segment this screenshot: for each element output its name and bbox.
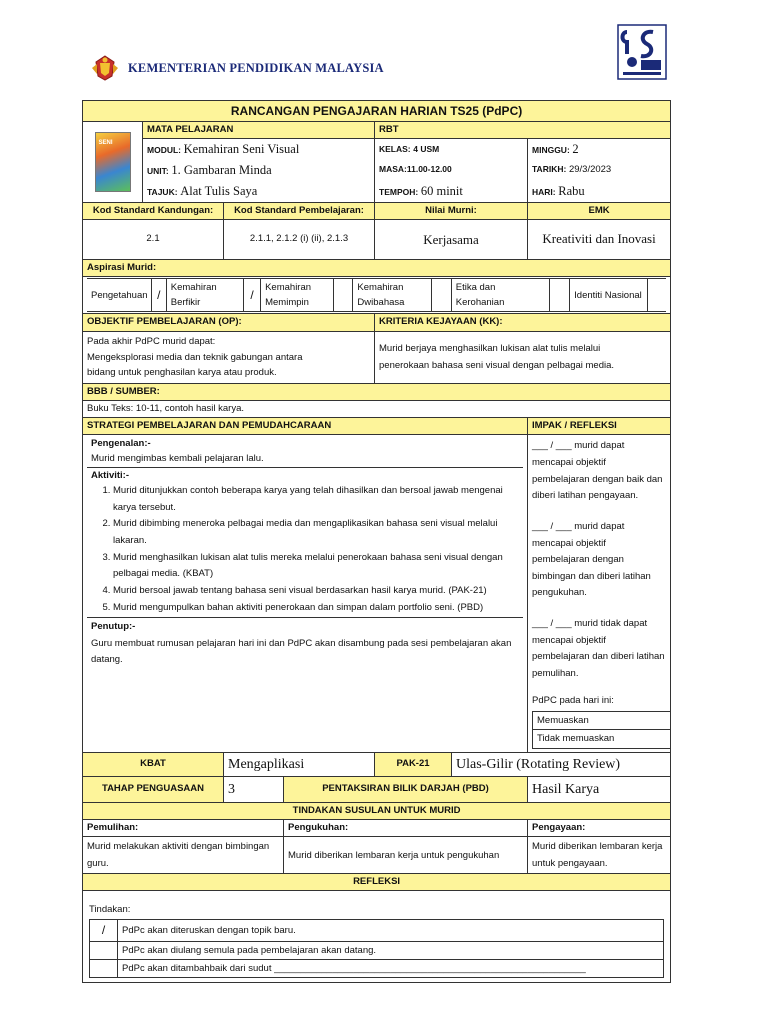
pengukuhan-text: Murid diberikan lembaran kerja untuk pengukuhan bbox=[284, 837, 528, 874]
tahap-value: 3 bbox=[224, 776, 284, 802]
pbd-header: PENTAKSIRAN BILIK DARJAH (PBD) bbox=[284, 776, 528, 802]
op-line: bidang untuk penghasilan karya atau produk. bbox=[87, 366, 277, 378]
tahap-header: TAHAP PENGUASAAN bbox=[83, 776, 224, 802]
aktiviti-item: 1. Murid ditunjukkan contoh beberapa karya yang telah dihasilkan dan bersoal jawab mengenai karya tersebut. bbox=[113, 483, 519, 516]
rbt-header: RBT bbox=[375, 122, 671, 139]
masa-value: 11.00-12.00 bbox=[406, 164, 452, 175]
nilai-header: Nilai Murni: bbox=[375, 202, 528, 219]
pdpc-status-table bbox=[532, 711, 671, 748]
pak-value: Ulas-Gilir (Rotating Review) bbox=[452, 752, 671, 776]
pak-header: PAK-21 bbox=[375, 752, 452, 776]
emk-header: EMK bbox=[528, 202, 671, 219]
unit-label: UNIT: bbox=[147, 166, 169, 176]
aspirasi-table bbox=[87, 278, 666, 312]
aspirasi-etika-mark bbox=[550, 279, 570, 312]
pengayaan-label: Pengayaan: bbox=[528, 819, 671, 836]
ministry-crest-logo bbox=[90, 54, 120, 82]
aspirasi-etika: Etika dan Kerohanian bbox=[451, 279, 549, 312]
minggu-label: MINGGU: bbox=[532, 145, 570, 156]
ministry-name: KEMENTERIAN PENDIDIKAN MALAYSIA bbox=[128, 61, 384, 75]
kbat-header: KBAT bbox=[83, 752, 224, 776]
kk-line: Murid berjaya menghasilkan lukisan alat tulis melalui bbox=[379, 343, 601, 355]
aktiviti-item: 3. Murid menghasilkan lukisan alat tulis mereka melalui penerokaan bahasa seni visual dengan pelbagai media. (KBAT) bbox=[113, 550, 519, 583]
masa-label: MASA: bbox=[379, 164, 407, 175]
tindakan-header: TINDAKAN SUSULAN UNTUK MURID bbox=[83, 802, 671, 819]
aspirasi-memimpin-mark bbox=[334, 279, 353, 312]
kelas-value: 4 USM bbox=[413, 143, 440, 154]
kk-line: penerokaan bahasa seni visual dengan pelbagai media. bbox=[379, 360, 615, 372]
pbd-value: Hasil Karya bbox=[528, 776, 671, 802]
ksp-value: 2.1.1, 2.1.2 (i) (ii), 2.1.3 bbox=[224, 219, 375, 259]
minggu-value: 2 bbox=[572, 142, 579, 157]
bbb-header: BBB / SUMBER: bbox=[83, 383, 671, 400]
impak-pemulihan: ___ / ___ murid tidak dapat mencapai objektif pembelajaran dan diberi latihan pemulihan. bbox=[532, 618, 665, 679]
impak-baik: ___ / ___ murid dapat mencapai objektif pembelajaran dengan baik dan diberi latihan pengayaan. bbox=[532, 440, 663, 502]
kk-text bbox=[375, 331, 671, 383]
pemulihan-text: Murid melakukan aktiviti dengan bimbingan guru. bbox=[83, 837, 284, 874]
emk-value: Kreativiti dan Inovasi bbox=[528, 219, 671, 259]
refleksi-header: REFLEKSI bbox=[83, 874, 671, 891]
refleksi-mark[interactable]: / bbox=[90, 919, 118, 941]
aspirasi-pengetahuan: Pengetahuan bbox=[87, 279, 151, 312]
refleksi-row bbox=[90, 941, 664, 959]
refleksi-row bbox=[90, 919, 664, 941]
aktiviti-item: 4. Murid bersoal jawab tentang bahasa seni visual berdasarkan hasil karya murid. (PAK-21) bbox=[113, 583, 519, 600]
refleksi-mark[interactable] bbox=[90, 960, 118, 978]
tempoh-label: TEMPOH: bbox=[379, 186, 419, 197]
pengukuhan-label: Pengukuhan: bbox=[284, 819, 528, 836]
rph-title: RANCANGAN PENGAJARAN HARIAN TS25 (PdPC) bbox=[83, 101, 671, 122]
kelas-label: KELAS: bbox=[379, 143, 411, 154]
refleksi-table bbox=[89, 919, 664, 979]
aktiviti-label: Aktiviti:- bbox=[91, 469, 129, 481]
aktiviti-item: 5. Murid mengumpulkan bahan aktiviti penerokaan dan simpan dalam portfolio seni. (PBD) bbox=[113, 600, 519, 617]
mata-pelajaran-header: MATA PELAJARAN bbox=[143, 122, 375, 139]
refleksi-text: PdPc akan diulang semula pada pembelajaran akan datang. bbox=[118, 941, 664, 959]
op-text bbox=[83, 331, 375, 383]
bbb-value: Buku Teks: 10-11, contoh hasil karya. bbox=[83, 400, 671, 417]
rph-table bbox=[82, 100, 671, 983]
aspirasi-identiti-mark bbox=[648, 279, 666, 312]
kbat-value: Mengaplikasi bbox=[224, 752, 375, 776]
aktiviti-list bbox=[91, 483, 519, 616]
ksp-header: Kod Standard Pembelajaran: bbox=[224, 202, 375, 219]
ts25-logo bbox=[617, 24, 667, 80]
pengenalan-label: Pengenalan:- bbox=[91, 438, 151, 450]
aspirasi-dwibahasa-mark bbox=[431, 279, 451, 312]
aktiviti-item: 2. Murid dibimbing meneroka pelbagai media dan mengaplikasikan bahasa seni visual melalui lakaran. bbox=[113, 516, 519, 549]
penutup-label: Penutup:- bbox=[91, 621, 136, 633]
unit-value: 1. Gambaran Minda bbox=[171, 163, 272, 177]
tajuk-value: Alat Tulis Saya bbox=[180, 183, 258, 198]
aspirasi-header: Aspirasi Murid: bbox=[83, 259, 671, 276]
aspirasi-memimpin: Kemahiran Memimpin bbox=[261, 279, 334, 312]
aspirasi-identiti: Identiti Nasional bbox=[570, 279, 648, 312]
ksk-header: Kod Standard Kandungan: bbox=[83, 202, 224, 219]
tajuk-label: TAJUK: bbox=[147, 186, 178, 197]
op-line: Pada akhir PdPC murid dapat: bbox=[87, 336, 216, 348]
refleksi-mark[interactable] bbox=[90, 941, 118, 959]
penutup-text: Guru membuat rumusan pelajaran hari ini dan PdPC akan disambung pada sesi pembelajaran akan datang. bbox=[91, 637, 512, 666]
tidak-memuaskan-label: Tidak memuaskan bbox=[533, 730, 671, 748]
hari-label: HARI: bbox=[532, 186, 556, 197]
aspirasi-dwibahasa: Kemahiran Dwibahasa bbox=[353, 279, 431, 312]
aspirasi-berfikir: Kemahiran Berfikir bbox=[166, 279, 243, 312]
textbook-cover-image: SENI bbox=[83, 122, 143, 203]
op-header: OBJEKTIF PEMBELAJARAN (OP): bbox=[83, 314, 375, 331]
tarikh-label: TARIKH: bbox=[532, 164, 567, 175]
kk-header: KRITERIA KEJAYAAN (KK): bbox=[375, 314, 671, 331]
aspirasi-berfikir-mark: / bbox=[244, 279, 261, 312]
refleksi-text: PdPc akan ditambahbaik dari sudut ___________________________________________________________ bbox=[118, 960, 664, 978]
memuaskan-label: Memuaskan bbox=[533, 712, 671, 730]
ksk-value: 2.1 bbox=[83, 219, 224, 259]
op-line: Mengeksplorasi media dan teknik gabungan antara bbox=[87, 351, 303, 363]
pengayaan-text: Murid diberikan lembaran kerja untuk pengayaan. bbox=[528, 837, 671, 874]
pengenalan-text: Murid mengimbas kembali pelajaran lalu. bbox=[91, 452, 264, 464]
impak-bimbingan: ___ / ___ murid dapat mencapai objektif pembelajaran dengan bimbingan dan diberi latihan pengukuhan. bbox=[532, 520, 651, 599]
strategi-header: STRATEGI PEMBELAJARAN DAN PEMUDAHCARAAN bbox=[83, 418, 528, 435]
nilai-value: Kerjasama bbox=[375, 219, 528, 259]
tarikh-value: 29/3/2023 bbox=[568, 164, 612, 176]
modul-label: MODUL: bbox=[147, 145, 181, 156]
tempoh-value: 60 minit bbox=[420, 183, 463, 198]
refleksi-text: PdPc akan diteruskan dengan topik baru. bbox=[118, 919, 664, 941]
aspirasi-pengetahuan-mark: / bbox=[151, 279, 166, 312]
refleksi-row bbox=[90, 960, 664, 978]
pemulihan-label: Pemulihan: bbox=[83, 819, 284, 836]
tindakan-label: Tindakan: bbox=[89, 904, 131, 916]
hari-value: Rabu bbox=[558, 183, 585, 198]
impak-header: IMPAK / REFLEKSI bbox=[528, 418, 671, 435]
pdpc-label: PdPC pada hari ini: bbox=[532, 694, 614, 706]
modul-value: Kemahiran Seni Visual bbox=[183, 142, 300, 157]
